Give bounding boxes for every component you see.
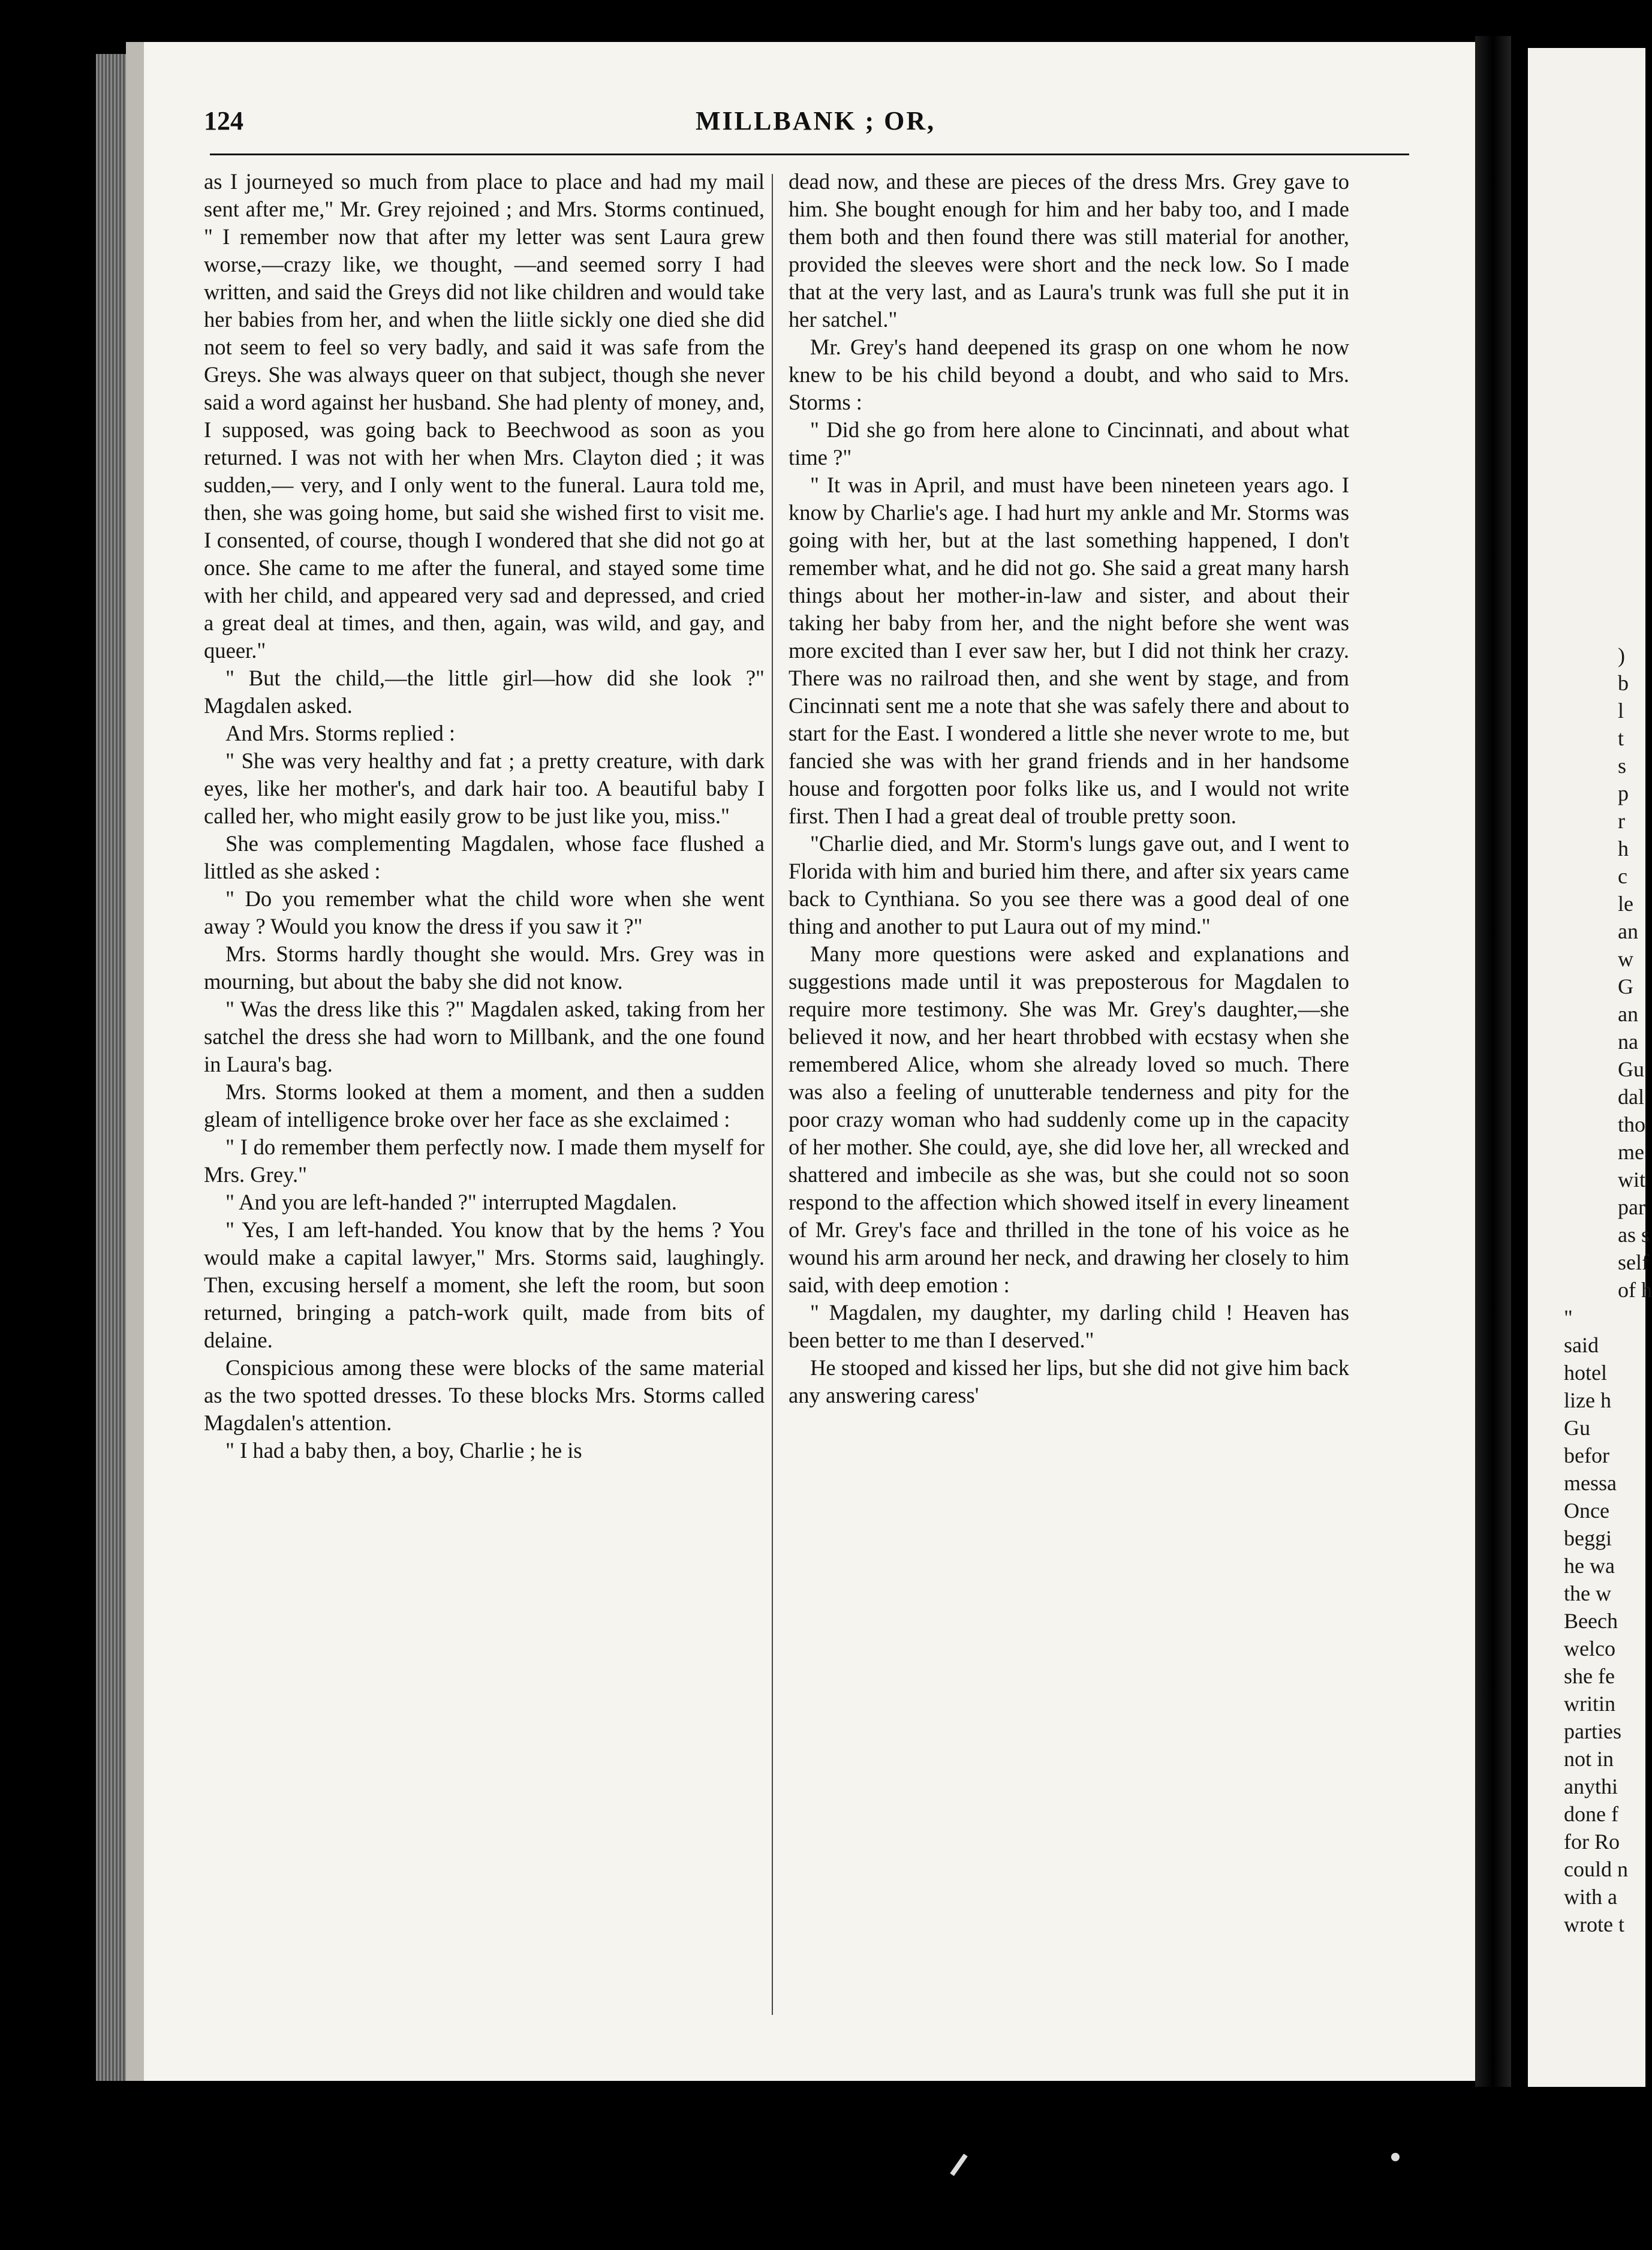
facing-page xyxy=(1528,48,1652,2087)
facing-page-line: messa xyxy=(1564,1471,1617,1495)
left-column xyxy=(204,168,765,1464)
facing-page-line: c xyxy=(1618,864,1627,888)
facing-page-line: Once xyxy=(1564,1499,1609,1523)
facing-page-line: s xyxy=(1618,754,1627,778)
facing-page-line: b xyxy=(1618,671,1629,695)
facing-page-line: par xyxy=(1618,1195,1645,1219)
facing-page-line: lize h xyxy=(1564,1388,1611,1412)
scan-speck xyxy=(1391,2153,1400,2161)
facing-page-line: Gu xyxy=(1618,1057,1644,1081)
facing-page-line: an xyxy=(1618,919,1638,943)
facing-page-line: parties xyxy=(1564,1719,1621,1743)
paragraph: " Was the dress like this ?" Magdalen asked, taking from her satchel the dress she had worn to Millbank, and the one found in Laura's bag. xyxy=(204,997,765,1076)
paragraph: " Do you remember what the child wore when she went away ? Would you know the dress if you saw it ?" xyxy=(204,886,765,938)
column-divider xyxy=(772,174,773,2015)
paragraph: He stooped and kissed her lips, but she did not give him back any answering caress' xyxy=(789,1355,1349,1407)
facing-page-line: writin xyxy=(1564,1692,1615,1716)
facing-page-line: na xyxy=(1618,1030,1638,1054)
facing-page-line: l xyxy=(1618,699,1624,723)
paragraph: as I journeyed so much from place to place and had my mail sent after me," Mr. Grey rejoined ; and Mrs. Storms continued, " I remember now that after my letter was sent Laura grew worse,—crazy like, we thought, —and seemed sorry I had written, and said the Greys did not like children and would take her babies from her, and when the liitle sickly one died she did not seem to feel so very badly, and said it was safe from the Greys. She was always queer on that subject, though she never said a word against her husband. She had plenty of money, and, I supposed, was going back to Beechwood as soon as you returned. I was not with her when Mrs. Clayton died ; it was sudden,— very, and I only went to the funeral. Laura told me, then, she was going home, but said she wished first to visit me. I consented, of course, though I wondered that she did not go at once. She came to me after the funeral, and stayed some time with her child, and appeared very sad and depressed, and cried a great deal at times, and then, again, was wild, and gay, and queer." xyxy=(204,169,765,663)
facing-page-line: h xyxy=(1618,837,1629,861)
facing-page-line: of h xyxy=(1618,1278,1652,1302)
facing-page-line: anythi xyxy=(1564,1774,1618,1798)
paragraph: " And you are left-handed ?" interrupted Magdalen. xyxy=(225,1190,678,1214)
paragraph: " It was in April, and must have been nineteen years ago. I know by Charlie's age. I had hurt my ankle and Mr. Storms was going with her, but at the last something happened, I don't remember what, and he did not go. She said a great many harsh things about her mother-in-law and sister, and about their taking her baby from her, and the night before she went was more excited than I ever saw her, but I did not think her crazy. There was no railroad then, and she went by stage, and from Cincinnati sent me a note that she was safely there and about to start for the East. I wondered a little she never wrote to me, but fancied she was with her grand friends and in her handsome house and forgotten poor folks like us, and I would not write first. Then I had a great deal of trouble pretty soon. xyxy=(789,473,1349,828)
right-column xyxy=(789,168,1349,1409)
header-rule xyxy=(210,154,1409,155)
page-number: 124 xyxy=(204,106,243,136)
facing-page-line: p xyxy=(1618,781,1629,805)
facing-page-line: le xyxy=(1618,892,1633,916)
facing-page-line: for Ro xyxy=(1564,1830,1620,1854)
facing-page-line: " xyxy=(1564,1306,1573,1329)
scan-speck xyxy=(950,2153,967,2176)
paragraph: And Mrs. Storms replied : xyxy=(225,721,456,745)
facing-page-line: Beech xyxy=(1564,1609,1618,1633)
facing-page-line: as s xyxy=(1618,1223,1650,1247)
facing-page-line: done f xyxy=(1564,1802,1618,1826)
paragraph: Many more questions were asked and explanations and suggestions made until it was preposterous for Magdalen to require more testimony. She was Mr. Grey's daughter,—she believed it now, and her heart throbbed with ecstasy when she remembered Alice, whom she already loved so much. There was also a feeling of unutterable tenderness and pity for the poor crazy woman who had suddenly come up in the capacity of her mother. She could, aye, she did love her, all wrecked and shattered and imbecile as she was, but she could not so soon respond to the affection which showed itself in every lineament of Mr. Grey's face and thrilled in the tone of his voice as he wound his arm around her neck, and drawing her closely to him said, with deep emotion : xyxy=(789,941,1349,1297)
facing-page-line: welco xyxy=(1564,1637,1615,1661)
facing-page-line: G xyxy=(1618,974,1633,998)
facing-page-line: with a xyxy=(1564,1885,1617,1909)
paragraph: Mr. Grey's hand deepened its grasp on one whom he now knew to be his child beyond a doubt, and who said to Mrs. Storms : xyxy=(789,335,1349,414)
paragraph: " Yes, I am left-handed. You know that by the hems ? You would make a capital lawyer," Mrs. Storms said, laughingly. Then, excusing herself a moment, she left the room, but soon returned, bringing a patch-work quilt, made from bits of delaine. xyxy=(204,1217,765,1352)
paragraph: dead now, and these are pieces of the dress Mrs. Grey gave to him. She bought enough for him and her baby too, and I made them both and then found there was still material for another, provided the sleeves were short and the neck low. So I made that at the very last, and as Laura's trunk was full she put it in her satchel." xyxy=(789,169,1349,332)
facing-page-line: dal xyxy=(1618,1085,1644,1109)
facing-page-line: beggi xyxy=(1564,1526,1612,1550)
paragraph: "Charlie died, and Mr. Storm's lungs gave out, and I went to Florida with him and buried him there, and after six years came back to Cynthiana. So you see there was a good deal of one thing and another to put Laura out of my mind." xyxy=(789,831,1349,938)
facing-page-text xyxy=(1528,642,1652,1938)
facing-page-line: an xyxy=(1618,1002,1638,1026)
book-gutter xyxy=(1475,36,1511,2087)
facing-page-line: wit xyxy=(1618,1168,1646,1192)
running-head: MILLBANK ; OR, xyxy=(696,106,936,136)
paragraph: Mrs. Storms hardly thought she would. Mrs. Grey was in mourning, but about the baby she did not know. xyxy=(204,941,765,994)
facing-page-line: r xyxy=(1618,809,1625,833)
facing-page-line: the w xyxy=(1564,1581,1611,1605)
paragraph: She was complementing Magdalen, whose face flushed a littled as she asked : xyxy=(204,831,765,883)
facing-page-line: w xyxy=(1618,947,1633,971)
paragraph: " I had a baby then, a boy, Charlie ; he is xyxy=(225,1438,582,1463)
paragraph: " Magdalen, my daughter, my darling child ! Heaven has been better to me than I deserved." xyxy=(789,1300,1349,1352)
facing-page-line: not in xyxy=(1564,1747,1614,1771)
paragraph: " But the child,—the little girl—how did she look ?" Magdalen asked. xyxy=(204,666,765,718)
facing-page-line: tho xyxy=(1618,1112,1646,1136)
facing-page-line: he wa xyxy=(1564,1554,1615,1578)
page-header xyxy=(204,106,1337,148)
facing-page-line: said xyxy=(1564,1333,1599,1357)
paragraph: " Did she go from here alone to Cincinnati, and about what time ?" xyxy=(789,417,1349,470)
paragraph: Mrs. Storms looked at them a moment, and then a sudden gleam of intelligence broke over her face as she exclaimed : xyxy=(204,1079,765,1132)
paragraph: " She was very healthy and fat ; a pretty creature, with dark eyes, like her mother's, and dark hair too. A beautiful baby I called her, who might easily grow to be just like you, miss." xyxy=(204,748,765,828)
facing-page-line: she fe xyxy=(1564,1664,1615,1688)
facing-page-line: ) xyxy=(1618,643,1625,667)
facing-page-line: hotel xyxy=(1564,1361,1607,1385)
facing-page-line: wrote t xyxy=(1564,1912,1624,1936)
paragraph: Conspicious among these were blocks of the same material as the two spotted dresses. To these blocks Mrs. Storms called Magdalen's attention. xyxy=(204,1355,765,1435)
facing-page-line: befor xyxy=(1564,1443,1609,1467)
facing-page-line: t xyxy=(1618,726,1624,750)
paragraph: " I do remember them perfectly now. I made them myself for Mrs. Grey." xyxy=(204,1135,765,1187)
facing-page-line: self xyxy=(1618,1250,1649,1274)
facing-page-line: Gu xyxy=(1564,1416,1590,1440)
facing-page-line: could n xyxy=(1564,1857,1628,1881)
facing-page-line: me xyxy=(1618,1140,1644,1164)
